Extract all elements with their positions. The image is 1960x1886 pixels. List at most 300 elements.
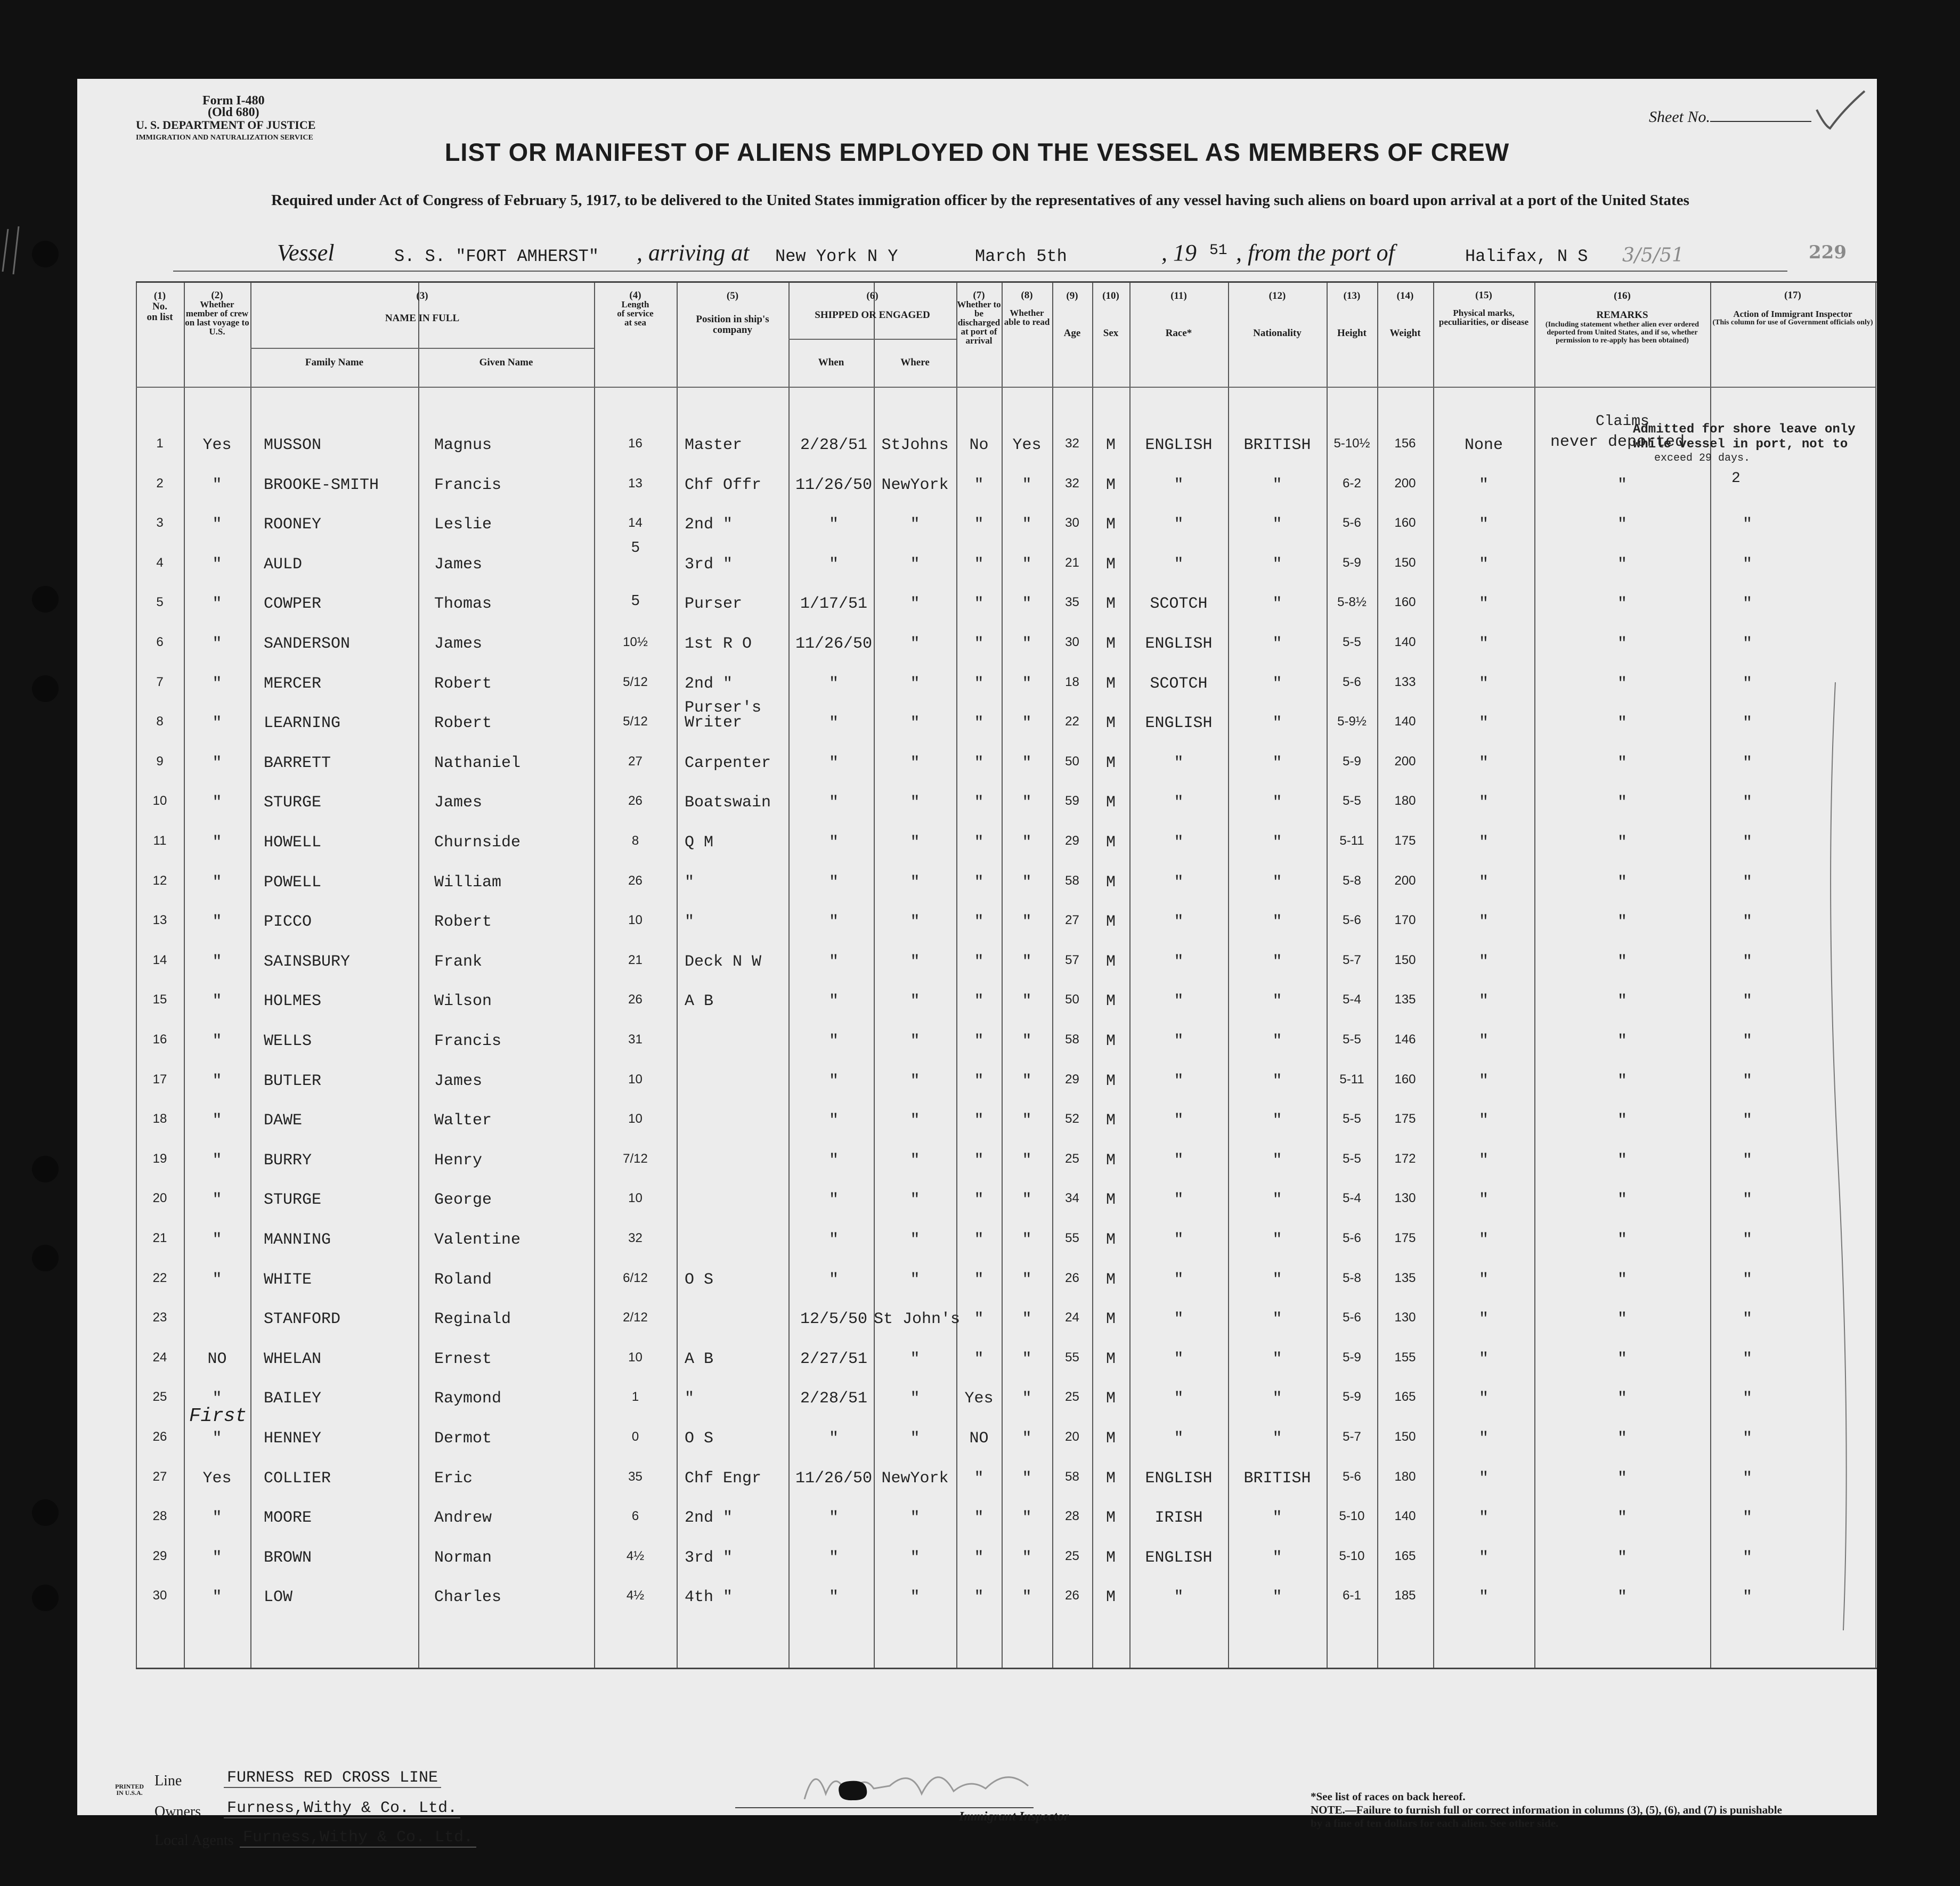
row4-service-correction: 5 bbox=[631, 538, 640, 555]
cell-weight: 155 bbox=[1394, 1350, 1416, 1365]
cell-prev: " bbox=[212, 1191, 222, 1210]
cell-disch: " bbox=[974, 1112, 984, 1130]
table-row bbox=[136, 591, 1877, 630]
cell-marks: " bbox=[1478, 873, 1489, 892]
table-row bbox=[136, 988, 1877, 1027]
col-shipped-header: (6) SHIPPED OR ENGAGED bbox=[815, 290, 930, 321]
cell-age: 58 bbox=[1065, 873, 1079, 888]
cell-sex: M bbox=[1105, 1112, 1116, 1130]
sheet-number: Sheet No. bbox=[1649, 108, 1811, 126]
cell-weight: 130 bbox=[1394, 1310, 1416, 1325]
punch-hole-icon bbox=[32, 1585, 59, 1611]
cell-nat: " bbox=[1272, 714, 1282, 733]
cell-prev: " bbox=[212, 754, 222, 772]
cell-sex: M bbox=[1105, 674, 1116, 693]
cell-prev: " bbox=[212, 952, 222, 971]
cell-prev: Yes bbox=[202, 436, 232, 454]
cell-given: Thomas bbox=[434, 595, 492, 614]
cell-read: " bbox=[1022, 635, 1032, 653]
cell-weight: 172 bbox=[1394, 1151, 1416, 1166]
cell-action: " bbox=[1742, 1191, 1752, 1210]
cell-age: 24 bbox=[1065, 1310, 1079, 1325]
cell-service: 7/12 bbox=[623, 1151, 648, 1166]
table-row bbox=[136, 1147, 1877, 1187]
cell-when: " bbox=[828, 516, 839, 534]
cell-sex: M bbox=[1105, 476, 1116, 494]
cell-disch: " bbox=[974, 516, 984, 534]
col-age-header: (9) Age bbox=[1063, 290, 1081, 339]
cell-weight: 175 bbox=[1394, 1231, 1416, 1245]
cell-disch: " bbox=[974, 1191, 984, 1210]
cell-no: 13 bbox=[152, 913, 167, 928]
col-name-header: (3) NAME IN FULL bbox=[385, 290, 460, 324]
cell-race: " bbox=[1174, 1310, 1184, 1329]
cell-race: " bbox=[1174, 1151, 1184, 1170]
cell-sex: M bbox=[1105, 1032, 1116, 1050]
cell-race: " bbox=[1174, 794, 1184, 812]
cell-no: 7 bbox=[156, 674, 164, 689]
cell-when: " bbox=[828, 992, 839, 1011]
cell-action: " bbox=[1742, 1151, 1752, 1170]
cell-read: " bbox=[1022, 1430, 1032, 1448]
cell-family: MUSSON bbox=[264, 436, 322, 454]
punch-hole-icon bbox=[32, 1245, 59, 1271]
cell-remarks: " bbox=[1617, 1469, 1627, 1488]
cell-disch: " bbox=[974, 1469, 984, 1488]
cell-weight: 175 bbox=[1394, 1112, 1416, 1126]
cell-when: 11/26/50 bbox=[795, 635, 873, 653]
cell-nat: " bbox=[1272, 952, 1282, 971]
cell-action: " bbox=[1742, 1032, 1752, 1050]
cell-given: Reginald bbox=[434, 1310, 511, 1329]
action-row2-mark: 2 bbox=[1731, 470, 1741, 487]
table-row bbox=[136, 909, 1877, 948]
cell-where: " bbox=[910, 1270, 920, 1289]
cell-action: " bbox=[1742, 674, 1752, 693]
cell-remarks: " bbox=[1617, 1191, 1627, 1210]
cell-sex: M bbox=[1105, 754, 1116, 772]
punch-hole-icon bbox=[32, 1156, 59, 1182]
cell-marks: " bbox=[1478, 952, 1489, 971]
cell-when: " bbox=[828, 754, 839, 772]
cell-age: 27 bbox=[1065, 913, 1079, 928]
cell-marks: " bbox=[1478, 674, 1489, 693]
cell-nat: " bbox=[1272, 1231, 1282, 1249]
table-row bbox=[136, 1306, 1877, 1345]
col-sex-header: (10) Sex bbox=[1102, 290, 1119, 339]
cell-no: 28 bbox=[152, 1509, 167, 1524]
action-stamp-line2: while vessel in port, not to bbox=[1633, 437, 1848, 452]
cell-no: 26 bbox=[152, 1430, 167, 1444]
cell-race: SCOTCH bbox=[1150, 674, 1208, 693]
cell-age: 22 bbox=[1065, 714, 1079, 729]
cell-where: NewYork bbox=[881, 1469, 949, 1488]
cell-no: 25 bbox=[152, 1390, 167, 1405]
cell-service: 8 bbox=[631, 834, 639, 848]
cell-given: Francis bbox=[434, 476, 502, 494]
cell-marks: " bbox=[1478, 1310, 1489, 1329]
cell-service: 32 bbox=[628, 1231, 643, 1245]
table-row bbox=[136, 511, 1877, 551]
cell-read: " bbox=[1022, 1231, 1032, 1249]
cell-given: Wilson bbox=[434, 992, 492, 1011]
cell-marks: " bbox=[1478, 1430, 1489, 1448]
cell-age: 55 bbox=[1065, 1231, 1079, 1245]
cell-service: 16 bbox=[628, 436, 643, 451]
cell-family: BURRY bbox=[264, 1151, 312, 1170]
cell-when: " bbox=[828, 674, 839, 693]
cell-service: 10 bbox=[628, 1072, 643, 1087]
cell-height: 5-6 bbox=[1343, 1469, 1361, 1484]
cell-remarks: " bbox=[1617, 794, 1627, 812]
cell-height: 5-7 bbox=[1343, 1430, 1361, 1444]
cell-prev: " bbox=[212, 1430, 222, 1448]
cell-when: 2/28/51 bbox=[800, 436, 868, 454]
cell-given: Roland bbox=[434, 1270, 492, 1289]
cell-marks: " bbox=[1478, 992, 1489, 1011]
table-row bbox=[136, 1227, 1877, 1266]
cell-height: 5-9 bbox=[1343, 754, 1361, 769]
cell-position: 4th " bbox=[685, 1588, 733, 1607]
cell-no: 16 bbox=[152, 1032, 167, 1047]
cell-position: Purser's Writer bbox=[685, 699, 762, 732]
cell-prev: " bbox=[212, 714, 222, 733]
cell-action: " bbox=[1742, 992, 1752, 1011]
cell-family: BARRETT bbox=[264, 754, 331, 772]
col-action-header: (17) Action of Immigrant Inspector (This column for use of Government officials only) bbox=[1712, 290, 1873, 326]
cell-family: MANNING bbox=[264, 1231, 331, 1249]
cell-remarks: " bbox=[1617, 1270, 1627, 1289]
cell-age: 34 bbox=[1065, 1191, 1079, 1206]
cell-where: " bbox=[910, 1231, 920, 1249]
cell-where: " bbox=[910, 595, 920, 614]
cell-remarks: " bbox=[1617, 595, 1627, 614]
cell-remarks: " bbox=[1617, 992, 1627, 1011]
cell-nat: " bbox=[1272, 1032, 1282, 1050]
cell-given: Valentine bbox=[434, 1231, 521, 1249]
cell-race: " bbox=[1174, 476, 1184, 494]
cell-sex: M bbox=[1105, 1231, 1116, 1249]
cell-service: 4½ bbox=[626, 1588, 645, 1603]
cell-read: " bbox=[1022, 714, 1032, 733]
col-service-header: (4) Length of service at sea bbox=[617, 290, 654, 328]
cell-sex: M bbox=[1105, 1430, 1116, 1448]
cell-no: 2 bbox=[156, 476, 164, 491]
cell-read: " bbox=[1022, 555, 1032, 574]
cell-weight: 140 bbox=[1394, 1509, 1416, 1524]
table-row bbox=[136, 699, 1877, 749]
cell-read: " bbox=[1022, 794, 1032, 812]
cell-no: 22 bbox=[152, 1270, 167, 1285]
cell-marks: " bbox=[1478, 1548, 1489, 1567]
pencil-line-icon bbox=[1825, 682, 1857, 1630]
cell-family: SAINSBURY bbox=[264, 952, 351, 971]
cell-race: " bbox=[1174, 555, 1184, 574]
cell-given: James bbox=[434, 794, 483, 812]
cell-family: POWELL bbox=[264, 873, 322, 892]
cell-marks: " bbox=[1478, 635, 1489, 653]
cell-family: HOLMES bbox=[264, 992, 322, 1011]
cell-height: 5-10½ bbox=[1333, 436, 1370, 451]
punch-hole-icon bbox=[32, 675, 59, 702]
cell-service: 6 bbox=[631, 1509, 639, 1524]
cell-disch: " bbox=[974, 635, 984, 653]
col-nationality-header: (12) Nationality bbox=[1253, 290, 1302, 339]
cell-age: 57 bbox=[1065, 952, 1079, 967]
cell-sex: M bbox=[1105, 952, 1116, 971]
cell-action: " bbox=[1742, 873, 1752, 892]
cell-sex: M bbox=[1105, 873, 1116, 892]
cell-height: 5-5 bbox=[1343, 1112, 1361, 1126]
cell-prev: Yes bbox=[202, 1469, 232, 1488]
cell-position: Carpenter bbox=[685, 754, 771, 772]
cell-disch: " bbox=[974, 1151, 984, 1170]
cell-position: A B bbox=[685, 992, 714, 1011]
cell-given: Andrew bbox=[434, 1509, 492, 1528]
cell-height: 5-4 bbox=[1343, 992, 1361, 1007]
col-no-header: (1) No. on list bbox=[147, 290, 173, 323]
cell-disch: " bbox=[974, 1270, 984, 1289]
table-row bbox=[136, 1107, 1877, 1147]
remarks-never-deported: never deported bbox=[1550, 433, 1685, 451]
vessel-name: S. S. "FORT AMHERST" bbox=[394, 247, 599, 266]
cell-remarks: " bbox=[1617, 635, 1627, 653]
inspector-label: Immigrant Inspector bbox=[959, 1810, 1069, 1824]
cell-prev: " bbox=[212, 516, 222, 534]
cell-race: " bbox=[1174, 1231, 1184, 1249]
cell-marks: " bbox=[1478, 834, 1489, 852]
cell-marks: " bbox=[1478, 595, 1489, 614]
cell-position: Purser bbox=[685, 595, 743, 614]
cell-nat: " bbox=[1272, 992, 1282, 1011]
table-row bbox=[136, 1068, 1877, 1107]
cell-weight: 140 bbox=[1394, 714, 1416, 729]
cell-remarks: " bbox=[1617, 516, 1627, 534]
cell-given: Magnus bbox=[434, 436, 492, 454]
cell-height: 5-6 bbox=[1343, 674, 1361, 689]
cell-weight: 146 bbox=[1394, 1032, 1416, 1047]
cell-given: Frank bbox=[434, 952, 483, 971]
ink-blot-icon bbox=[834, 1777, 871, 1803]
table-row bbox=[136, 1584, 1877, 1623]
cell-nat: " bbox=[1272, 834, 1282, 852]
cell-sex: M bbox=[1105, 913, 1116, 932]
cell-service: 35 bbox=[628, 1469, 643, 1484]
cell-remarks: " bbox=[1617, 1509, 1627, 1528]
arrival-year: 51 bbox=[1209, 242, 1227, 259]
cell-service: 4½ bbox=[626, 1548, 645, 1563]
cell-sex: M bbox=[1105, 992, 1116, 1011]
cell-height: 5-11 bbox=[1339, 1072, 1364, 1087]
cell-weight: 150 bbox=[1394, 952, 1416, 967]
cell-action: " bbox=[1742, 1509, 1752, 1528]
cell-prev: " bbox=[212, 913, 222, 932]
agents-value: Furness,Withy & Co. Ltd. bbox=[240, 1828, 476, 1848]
cell-marks: " bbox=[1478, 1509, 1489, 1528]
cell-remarks: " bbox=[1617, 1151, 1627, 1170]
cell-disch: NO bbox=[969, 1430, 989, 1448]
col-family-name-header: Family Name bbox=[305, 357, 364, 368]
cell-remarks: " bbox=[1617, 555, 1627, 574]
table-row bbox=[136, 671, 1877, 710]
cell-action: " bbox=[1742, 1270, 1752, 1289]
cell-nat: " bbox=[1272, 595, 1282, 614]
page-subtitle: Required under Act of Congress of February 5, 1917, to be delivered to the United States immigration officer by the representatives of any vessel having such aliens on board upon arrival at a port of the United States bbox=[271, 192, 1689, 209]
cell-weight: 150 bbox=[1394, 1430, 1416, 1444]
table-row bbox=[136, 829, 1877, 869]
cell-family: COWPER bbox=[264, 595, 322, 614]
cell-read: " bbox=[1022, 952, 1032, 971]
cell-no: 19 bbox=[152, 1151, 167, 1166]
cell-sex: M bbox=[1105, 1509, 1116, 1528]
cell-action: " bbox=[1742, 555, 1752, 574]
cell-read: " bbox=[1022, 754, 1032, 772]
cell-where: " bbox=[910, 1588, 920, 1607]
cell-family: WHELAN bbox=[264, 1350, 322, 1368]
line-label: Line bbox=[154, 1773, 182, 1789]
cell-age: 30 bbox=[1065, 635, 1079, 649]
cell-where: " bbox=[910, 555, 920, 574]
page-title: LIST OR MANIFEST OF ALIENS EMPLOYED ON THE VESSEL AS MEMBERS OF CREW bbox=[444, 138, 1510, 166]
cell-race: " bbox=[1174, 1032, 1184, 1050]
cell-where: " bbox=[910, 1350, 920, 1368]
cell-action: " bbox=[1742, 952, 1752, 971]
cell-family: MERCER bbox=[264, 674, 322, 693]
cell-height: 5-5 bbox=[1343, 794, 1361, 809]
cell-height: 5-4 bbox=[1343, 1191, 1361, 1206]
cell-service: 1 bbox=[631, 1390, 639, 1405]
cell-no: 1 bbox=[156, 436, 164, 451]
cell-family: MOORE bbox=[264, 1509, 312, 1528]
cell-position: " bbox=[685, 1390, 695, 1408]
cell-when: 2/28/51 bbox=[800, 1390, 868, 1408]
cell-disch: " bbox=[974, 555, 984, 574]
cell-action: " bbox=[1742, 1072, 1752, 1090]
cell-when: " bbox=[828, 1072, 839, 1090]
cell-given: George bbox=[434, 1191, 492, 1210]
cell-where: " bbox=[910, 1072, 920, 1090]
cell-where: " bbox=[910, 913, 920, 932]
cell-service: 14 bbox=[628, 516, 643, 530]
cell-no: 5 bbox=[156, 595, 164, 610]
cell-disch: Yes bbox=[964, 1390, 994, 1408]
col-weight-header: (14) Weight bbox=[1389, 290, 1421, 339]
cell-disch: " bbox=[974, 952, 984, 971]
cell-where: " bbox=[910, 952, 920, 971]
cell-service: 27 bbox=[628, 754, 643, 769]
cell-family: STANFORD bbox=[264, 1310, 341, 1329]
cell-family: WHITE bbox=[264, 1270, 312, 1289]
col-height-header: (13) Height bbox=[1337, 290, 1367, 339]
cell-weight: 133 bbox=[1394, 674, 1416, 689]
cell-weight: 150 bbox=[1394, 555, 1416, 570]
cell-where: " bbox=[910, 516, 920, 534]
cell-race: " bbox=[1174, 952, 1184, 971]
cell-marks: " bbox=[1478, 516, 1489, 534]
cell-remarks: " bbox=[1617, 1032, 1627, 1050]
cell-family: HOWELL bbox=[264, 834, 322, 852]
cell-marks: " bbox=[1478, 1350, 1489, 1368]
cell-given: James bbox=[434, 635, 483, 653]
cell-race: " bbox=[1174, 1191, 1184, 1210]
cell-when: 1/17/51 bbox=[800, 595, 868, 614]
cell-weight: 175 bbox=[1394, 834, 1416, 848]
cell-sex: M bbox=[1105, 1072, 1116, 1090]
cell-nat: " bbox=[1272, 1548, 1282, 1567]
cell-nat: " bbox=[1272, 1112, 1282, 1130]
cell-height: 5-5 bbox=[1343, 1151, 1361, 1166]
cell-race: " bbox=[1174, 992, 1184, 1011]
cell-no: 18 bbox=[152, 1112, 167, 1126]
cell-nat: " bbox=[1272, 1509, 1282, 1528]
cell-age: 32 bbox=[1065, 476, 1079, 491]
cell-no: 11 bbox=[153, 834, 167, 848]
cell-no: 24 bbox=[152, 1350, 167, 1365]
punch-hole-icon bbox=[32, 1499, 59, 1526]
cell-position: Chf Offr bbox=[685, 476, 762, 494]
table-row bbox=[136, 1425, 1877, 1465]
cell-prev: " bbox=[212, 1072, 222, 1090]
cell-sex: M bbox=[1105, 516, 1116, 534]
cell-prev: " bbox=[212, 794, 222, 812]
table-row bbox=[136, 750, 1877, 789]
cell-where: " bbox=[910, 754, 920, 772]
cell-read: " bbox=[1022, 1191, 1032, 1210]
cell-sex: M bbox=[1105, 1548, 1116, 1567]
cell-height: 5-11 bbox=[1339, 834, 1364, 848]
cell-position: Q M bbox=[685, 834, 714, 852]
cell-sex: M bbox=[1105, 1390, 1116, 1408]
cell-nat: " bbox=[1272, 1350, 1282, 1368]
cell-disch: " bbox=[974, 873, 984, 892]
cell-nat: " bbox=[1272, 476, 1282, 494]
cell-sex: M bbox=[1105, 1151, 1116, 1170]
cell-disch: " bbox=[974, 1548, 984, 1567]
cell-weight: 135 bbox=[1394, 992, 1416, 1007]
cell-where: " bbox=[910, 992, 920, 1011]
cell-nat: " bbox=[1272, 1390, 1282, 1408]
cell-family: BUTLER bbox=[264, 1072, 322, 1090]
cell-height: 5-6 bbox=[1343, 516, 1361, 530]
cell-nat: " bbox=[1272, 516, 1282, 534]
cell-when: " bbox=[828, 1151, 839, 1170]
cell-where: " bbox=[910, 1112, 920, 1130]
cell-disch: " bbox=[974, 1509, 984, 1528]
cell-where: StJohns bbox=[881, 436, 949, 454]
cell-prev: " bbox=[212, 1588, 222, 1607]
cell-read: " bbox=[1022, 476, 1032, 494]
cell-prev: " bbox=[212, 555, 222, 574]
cell-height: 5-9 bbox=[1343, 1390, 1361, 1405]
cell-when: " bbox=[828, 834, 839, 852]
cell-race: " bbox=[1174, 1588, 1184, 1607]
remarks-claims: Claims bbox=[1596, 413, 1649, 430]
cell-read: " bbox=[1022, 1112, 1032, 1130]
cell-given: Francis bbox=[434, 1032, 502, 1050]
cell-action: " bbox=[1742, 1588, 1752, 1607]
cell-remarks: " bbox=[1617, 873, 1627, 892]
cell-when: 2/27/51 bbox=[800, 1350, 868, 1368]
cell-when: " bbox=[828, 1509, 839, 1528]
cell-service: 5/12 bbox=[623, 674, 648, 689]
cell-race: IRISH bbox=[1154, 1509, 1203, 1528]
cell-race: " bbox=[1174, 1390, 1184, 1408]
cell-height: 5-8½ bbox=[1337, 595, 1367, 610]
cell-weight: 160 bbox=[1394, 595, 1416, 610]
cell-read: " bbox=[1022, 873, 1032, 892]
cell-nat: " bbox=[1272, 873, 1282, 892]
cell-no: 9 bbox=[156, 754, 164, 769]
